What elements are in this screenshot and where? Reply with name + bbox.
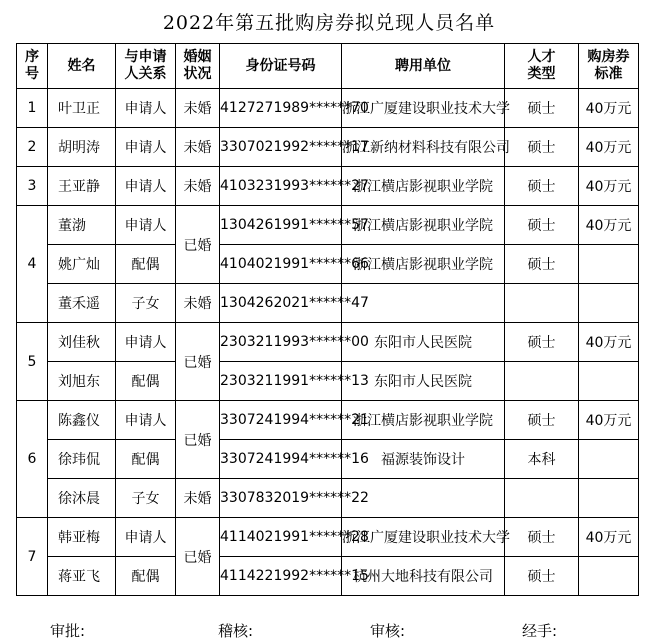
table-row xyxy=(17,440,639,479)
header-talent: 人才 类型 xyxy=(505,44,579,89)
table-row xyxy=(17,245,639,284)
marital-cell: 已婚 xyxy=(176,323,220,401)
standard-cell: 40万元 xyxy=(579,167,639,206)
seq-cell: 1 xyxy=(17,89,48,128)
handler-label: 经手: xyxy=(522,622,558,640)
id-cell: 2303211991******13 xyxy=(220,362,342,401)
name-cell: 叶卫正 xyxy=(48,89,116,128)
table-row xyxy=(17,323,639,362)
id-cell: 3307832019******22 xyxy=(220,479,342,518)
talent-cell: 硕士 xyxy=(505,557,579,596)
approve-label: 审批: xyxy=(50,622,86,640)
table-row xyxy=(17,167,639,206)
employer-cell: 浙江横店影视职业学院 xyxy=(342,401,505,440)
name-cell: 徐沐晨 xyxy=(48,479,116,518)
marital-cell: 未婚 xyxy=(176,284,220,323)
signature-footer xyxy=(0,620,658,642)
name-cell: 董禾遥 xyxy=(48,284,116,323)
standard-cell: 40万元 xyxy=(579,518,639,557)
relation-cell: 子女 xyxy=(116,284,176,323)
standard-cell xyxy=(579,245,639,284)
id-cell: 3307241994******21 xyxy=(220,401,342,440)
header-relation: 与申请 人关系 xyxy=(116,44,176,89)
review1-label: 稽核: xyxy=(218,622,254,640)
id-cell: 1304261991******57 xyxy=(220,206,342,245)
relation-cell: 申请人 xyxy=(116,206,176,245)
review2-label: 审核: xyxy=(370,622,406,640)
employer-cell: 东阳市人民医院 xyxy=(342,362,505,401)
id-cell: 2303211993******00 xyxy=(220,323,342,362)
header-standard: 购房券 标准 xyxy=(579,44,639,89)
id-cell: 3307021992******17 xyxy=(220,128,342,167)
header-name: 姓名 xyxy=(48,44,116,89)
employer-cell: 福源装饰设计 xyxy=(342,440,505,479)
standard-cell xyxy=(579,479,639,518)
employer-cell: 浙江广厦建设职业技术大学 xyxy=(342,89,505,128)
name-cell: 刘旭东 xyxy=(48,362,116,401)
table-row xyxy=(17,557,639,596)
seq-cell: 2 xyxy=(17,128,48,167)
talent-cell: 硕士 xyxy=(505,323,579,362)
name-cell: 陈鑫仪 xyxy=(48,401,116,440)
talent-cell xyxy=(505,284,579,323)
seq-cell: 3 xyxy=(17,167,48,206)
standard-cell xyxy=(579,284,639,323)
relation-cell: 配偶 xyxy=(116,362,176,401)
name-cell: 胡明涛 xyxy=(48,128,116,167)
table-row xyxy=(17,362,639,401)
marital-cell: 未婚 xyxy=(176,479,220,518)
marital-cell: 未婚 xyxy=(176,167,220,206)
relation-cell: 子女 xyxy=(116,479,176,518)
relation-cell: 申请人 xyxy=(116,89,176,128)
talent-cell xyxy=(505,479,579,518)
seq-cell: 6 xyxy=(17,401,48,518)
marital-cell: 已婚 xyxy=(176,401,220,479)
employer-cell: 东阳市人民医院 xyxy=(342,323,505,362)
id-cell: 4103231993******27 xyxy=(220,167,342,206)
relation-cell: 申请人 xyxy=(116,128,176,167)
header-id: 身份证号码 xyxy=(220,44,342,89)
id-cell: 3307241994******16 xyxy=(220,440,342,479)
header-row xyxy=(17,44,639,89)
marital-cell: 已婚 xyxy=(176,206,220,284)
seq-cell: 4 xyxy=(17,206,48,323)
employer-cell: 浙江新纳材料科技有限公司 xyxy=(342,128,505,167)
relation-cell: 申请人 xyxy=(116,167,176,206)
standard-cell: 40万元 xyxy=(579,89,639,128)
table-row xyxy=(17,401,639,440)
standard-cell: 40万元 xyxy=(579,128,639,167)
table-row xyxy=(17,479,639,518)
talent-cell: 硕士 xyxy=(505,245,579,284)
id-cell: 4127271989******70 xyxy=(220,89,342,128)
relation-cell: 申请人 xyxy=(116,401,176,440)
relation-cell: 配偶 xyxy=(116,440,176,479)
standard-cell xyxy=(579,557,639,596)
employer-cell: 浙江横店影视职业学院 xyxy=(342,245,505,284)
id-cell: 1304262021******47 xyxy=(220,284,342,323)
standard-cell xyxy=(579,362,639,401)
relation-cell: 申请人 xyxy=(116,518,176,557)
talent-cell xyxy=(505,362,579,401)
name-cell: 刘佳秋 xyxy=(48,323,116,362)
name-cell: 董渤 xyxy=(48,206,116,245)
talent-cell: 硕士 xyxy=(505,401,579,440)
header-employer: 聘用单位 xyxy=(342,44,505,89)
id-cell: 4114221992******15 xyxy=(220,557,342,596)
employer-cell: 杭州大地科技有限公司 xyxy=(342,557,505,596)
name-cell: 韩亚梅 xyxy=(48,518,116,557)
talent-cell: 硕士 xyxy=(505,89,579,128)
standard-cell: 40万元 xyxy=(579,206,639,245)
employer-cell: 浙江横店影视职业学院 xyxy=(342,167,505,206)
table-row xyxy=(17,128,639,167)
seq-cell: 5 xyxy=(17,323,48,401)
talent-cell: 硕士 xyxy=(505,206,579,245)
header-marital: 婚姻 状况 xyxy=(176,44,220,89)
table-row xyxy=(17,518,639,557)
table-row xyxy=(17,206,639,245)
relation-cell: 配偶 xyxy=(116,557,176,596)
name-cell: 姚广灿 xyxy=(48,245,116,284)
relation-cell: 配偶 xyxy=(116,245,176,284)
talent-cell: 硕士 xyxy=(505,128,579,167)
standard-cell xyxy=(579,440,639,479)
id-cell: 4114021991******28 xyxy=(220,518,342,557)
marital-cell: 未婚 xyxy=(176,89,220,128)
marital-cell: 未婚 xyxy=(176,128,220,167)
marital-cell: 已婚 xyxy=(176,518,220,596)
talent-cell: 本科 xyxy=(505,440,579,479)
talent-cell: 硕士 xyxy=(505,518,579,557)
employer-cell: 浙江横店影视职业学院 xyxy=(342,206,505,245)
name-cell: 蒋亚飞 xyxy=(48,557,116,596)
id-cell: 4104021991******66 xyxy=(220,245,342,284)
standard-cell: 40万元 xyxy=(579,323,639,362)
table-row xyxy=(17,284,639,323)
name-cell: 王亚静 xyxy=(48,167,116,206)
seq-cell: 7 xyxy=(17,518,48,596)
table-row xyxy=(17,89,639,128)
document-title: 2022年第五批购房券拟兑现人员名单 xyxy=(162,12,496,34)
roster-table xyxy=(16,43,639,596)
name-cell: 徐玮侃 xyxy=(48,440,116,479)
header-seq: 序 号 xyxy=(17,44,48,89)
talent-cell: 硕士 xyxy=(505,167,579,206)
employer-cell: 浙江广厦建设职业技术大学 xyxy=(342,518,505,557)
standard-cell: 40万元 xyxy=(579,401,639,440)
relation-cell: 申请人 xyxy=(116,323,176,362)
